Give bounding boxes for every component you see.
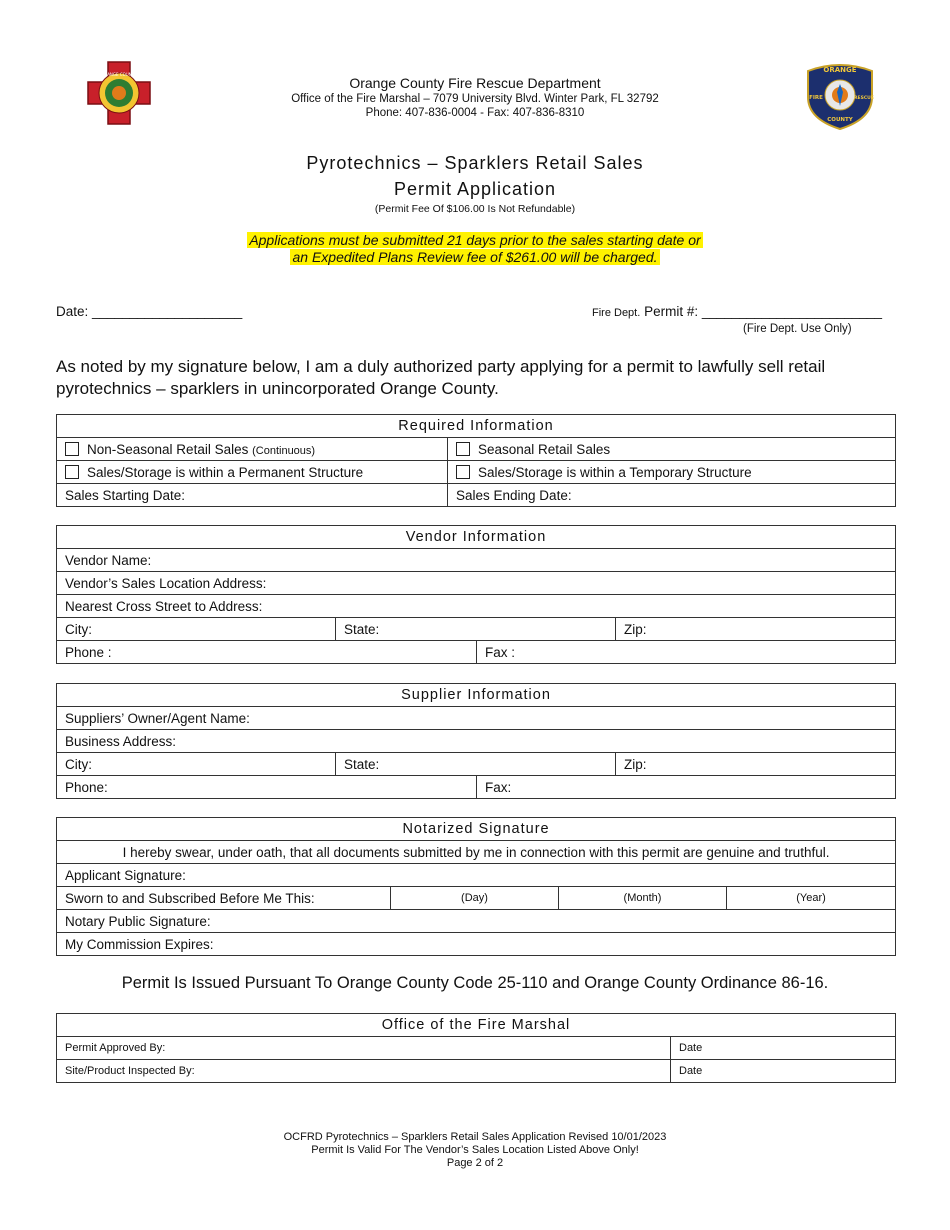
seasonal-option[interactable] <box>448 438 896 461</box>
required-heading: Required Information <box>57 415 896 438</box>
permit-approved-field[interactable]: Permit Approved By: <box>57 1037 671 1060</box>
approved-date-field[interactable]: Date <box>671 1037 896 1060</box>
permanent-structure-checkbox[interactable] <box>65 465 79 479</box>
supplier-owner-field[interactable]: Suppliers’ Owner/Agent Name: <box>57 707 896 730</box>
department-name: Orange County Fire Rescue Department <box>349 75 601 91</box>
supplier-fax-field[interactable]: Fax: <box>477 776 896 799</box>
vendor-location-field[interactable]: Vendor’s Sales Location Address: <box>57 572 896 595</box>
fire-marshal-table <box>56 1013 896 1083</box>
form-subtitle: Permit Application <box>393 179 557 199</box>
svg-text:ORANGE COUNTY: ORANGE COUNTY <box>101 72 137 77</box>
vendor-fax-field[interactable]: Fax : <box>477 641 896 664</box>
date-field[interactable] <box>56 304 242 319</box>
svg-text:COUNTY: COUNTY <box>827 117 853 123</box>
oath-statement: I hereby swear, under oath, that all documents submitted by me in connection with this permit are genuine and truthful. <box>57 841 896 864</box>
marshal-heading: Office of the Fire Marshal <box>57 1014 896 1037</box>
footer <box>0 1131 950 1170</box>
non-seasonal-option[interactable] <box>57 438 448 461</box>
supplier-city-field[interactable]: City: <box>57 753 336 776</box>
supplier-heading: Supplier Information <box>57 684 896 707</box>
notarized-signature-table <box>56 817 896 956</box>
department-phone: Phone: 407-836-0004 - Fax: 407-836-8310 <box>365 107 585 119</box>
authorization-statement: As noted by my signature below, I am a duly authorized party applying for a permit to lawfully sell retail pyrotechnics – sparklers in unincorporated Orange County. <box>56 357 826 398</box>
fire-dept-label: Fire Dept. <box>592 307 641 319</box>
permit-number-field[interactable] <box>592 304 882 319</box>
seasonal-label: Seasonal Retail Sales <box>478 441 611 457</box>
footer-validity: Permit Is Valid For The Vendor’s Sales Location Listed Above Only! <box>311 1144 639 1156</box>
permit-blank: ________________________ <box>701 304 883 319</box>
temporary-structure-label: Sales/Storage is within a Temporary Structure <box>478 464 752 480</box>
permanent-structure-label: Sales/Storage is within a Permanent Structure <box>87 464 364 480</box>
seasonal-checkbox[interactable] <box>456 442 470 456</box>
date-blank: ____________________ <box>92 304 243 319</box>
notice-line-2: an Expedited Plans Review fee of $261.00 will be charged. <box>292 249 658 265</box>
vendor-heading: Vendor Information <box>57 526 896 549</box>
supplier-information-table <box>56 683 896 799</box>
fire-dept-use-only: (Fire Dept. Use Only) <box>743 323 852 335</box>
vendor-zip-field[interactable]: Zip: <box>616 618 896 641</box>
vendor-name-field[interactable]: Vendor Name: <box>57 549 896 572</box>
commission-expires-field[interactable]: My Commission Expires: <box>57 933 896 956</box>
temporary-structure-option[interactable] <box>448 461 896 484</box>
inspected-date-field[interactable]: Date <box>671 1060 896 1083</box>
supplier-address-field[interactable]: Business Address: <box>57 730 896 753</box>
svg-text:ORANGE: ORANGE <box>823 66 857 74</box>
supplier-phone-field[interactable]: Phone: <box>57 776 477 799</box>
notary-signature-field[interactable]: Notary Public Signature: <box>57 910 896 933</box>
notarized-heading: Notarized Signature <box>57 818 896 841</box>
footer-page-number: Page 2 of 2 <box>446 1157 504 1169</box>
vendor-cross-street-field[interactable]: Nearest Cross Street to Address: <box>57 595 896 618</box>
sales-start-date-field[interactable]: Sales Starting Date: <box>57 484 448 507</box>
temporary-structure-checkbox[interactable] <box>456 465 470 479</box>
vendor-city-field[interactable]: City: <box>57 618 336 641</box>
vendor-information-table <box>56 525 896 664</box>
svg-text:RESCUE: RESCUE <box>854 96 874 101</box>
form-title: Pyrotechnics – Sparklers Retail Sales <box>306 153 644 173</box>
permanent-structure-option[interactable] <box>57 461 448 484</box>
sworn-year-field[interactable]: (Year) <box>727 887 896 910</box>
department-address: Office of the Fire Marshal – 7079 University Blvd. Winter Park, FL 32792 <box>291 93 659 105</box>
svg-text:FIRE: FIRE <box>809 95 823 101</box>
notice-line-1: Applications must be submitted 21 days prior to the sales starting date or <box>249 232 701 248</box>
submission-notice <box>0 232 950 266</box>
continuous-note: (Continuous) <box>252 444 316 457</box>
non-seasonal-label: Non-Seasonal Retail Sales <box>87 441 249 457</box>
supplier-zip-field[interactable]: Zip: <box>616 753 896 776</box>
site-inspected-field[interactable]: Site/Product Inspected By: <box>57 1060 671 1083</box>
permit-label: Permit #: <box>644 304 699 319</box>
sales-end-date-field[interactable]: Sales Ending Date: <box>448 484 896 507</box>
vendor-state-field[interactable]: State: <box>336 618 616 641</box>
sworn-label: Sworn to and Subscribed Before Me This: <box>57 887 391 910</box>
pursuant-statement: Permit Is Issued Pursuant To Orange County Code 25-110 and Orange County Ordinance 86-16. <box>121 974 829 992</box>
non-seasonal-checkbox[interactable] <box>65 442 79 456</box>
applicant-signature-field[interactable]: Applicant Signature: <box>57 864 896 887</box>
fee-note: (Permit Fee Of $106.00 Is Not Refundable) <box>374 203 576 215</box>
vendor-phone-field[interactable]: Phone : <box>57 641 477 664</box>
sworn-day-field[interactable]: (Day) <box>391 887 559 910</box>
supplier-state-field[interactable]: State: <box>336 753 616 776</box>
footer-revision: OCFRD Pyrotechnics – Sparklers Retail Sales Application Revised 10/01/2023 <box>283 1131 667 1143</box>
required-information-table <box>56 414 896 507</box>
date-label: Date: <box>56 304 89 319</box>
sworn-month-field[interactable]: (Month) <box>559 887 727 910</box>
